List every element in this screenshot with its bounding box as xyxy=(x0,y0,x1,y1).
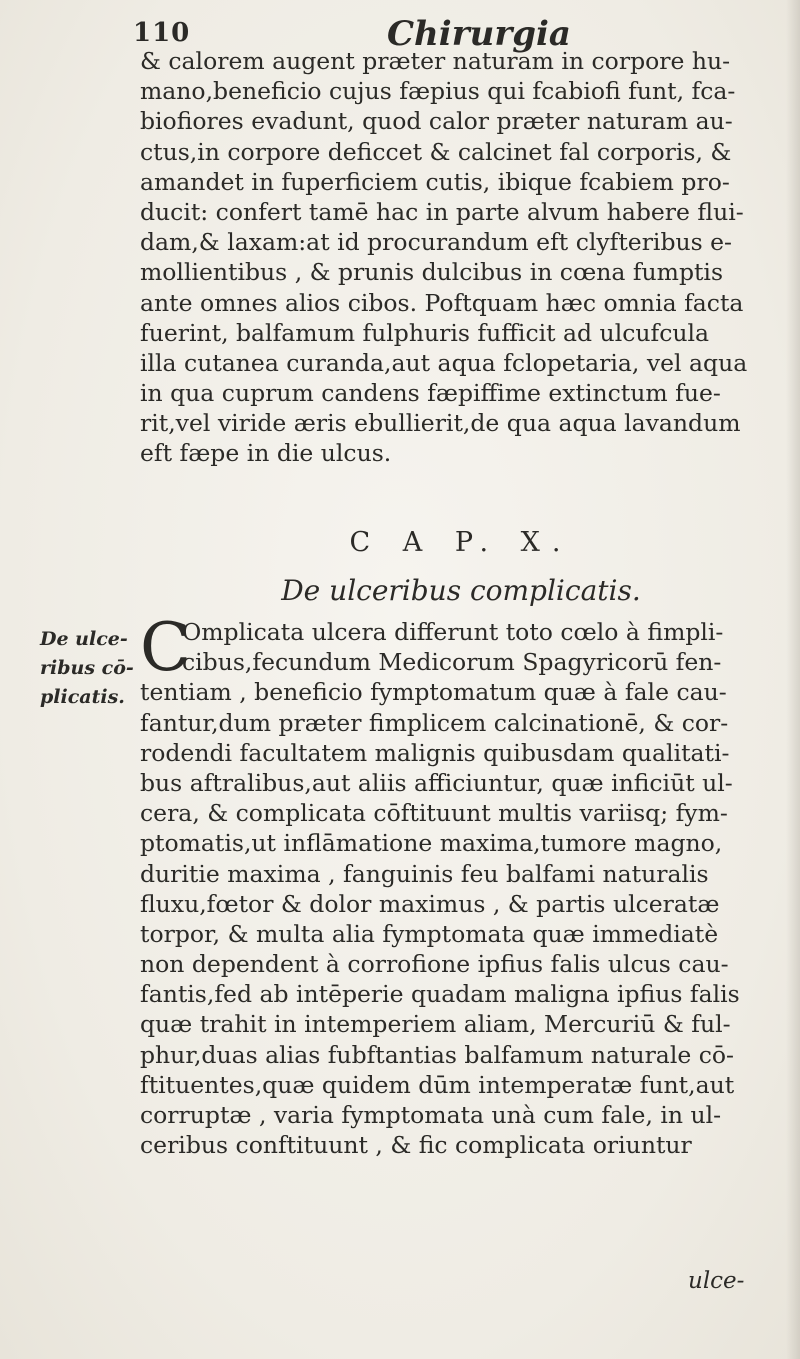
text-line: amandet in fuperficiem cutis, ibique fcabiem pro- xyxy=(140,167,730,196)
text-line: dam,& laxam:at id procurandum eft clyfteribus e- xyxy=(140,228,732,257)
text-line: ducit: confert tamē hac in parte alvum habere flui- xyxy=(140,197,744,226)
chapter-title: De ulceribus complicatis. xyxy=(281,574,641,607)
margin-note-line: plicatis. xyxy=(40,686,125,708)
text-line: fantur,dum præter fimplicem calcinationē, & cor- xyxy=(140,708,729,737)
text-line: ptomatis,ut inflāmatione maxima,tumore magno, xyxy=(140,829,723,858)
page-edge-shadow xyxy=(786,0,800,1359)
text-block-continuation xyxy=(140,46,782,469)
text-line: eft fæpe in die ulcus. xyxy=(140,439,392,468)
text-line: in qua cuprum candens fæpiffime extinctum fue- xyxy=(140,379,721,408)
text-line: illa cutanea curanda,aut aqua fclopetaria, vel aqua xyxy=(140,348,748,377)
text-line: phur,duas alias fubftantias balfamum naturale cō- xyxy=(140,1040,734,1069)
text-line: cera, & complicata cōftituunt multis variisq; fym- xyxy=(140,799,728,828)
text-line: fluxu,fœtor & dolor maximus , & partis ulceratæ xyxy=(140,889,720,918)
text-line: bus aftralibus,aut aliis afficiuntur, quæ inficiūt ul- xyxy=(140,768,733,797)
text-line: rodendi facultatem malignis quibusdam qualitati- xyxy=(140,738,730,767)
text-line: non dependent à corrofione ipfius falis ulcus cau- xyxy=(140,950,729,979)
text-line: rit,vel viride æris ebullierit,de qua aqua lavandum xyxy=(140,409,741,438)
text-line: mano,beneficio cujus fæpius qui fcabiofi funt, fca- xyxy=(140,77,736,106)
text-line: Omplicata ulcera differunt toto cœlo à fimpli- xyxy=(182,618,724,646)
text-line: torpor, & multa alia fymptomata quæ immediatè xyxy=(140,919,719,948)
drop-cap: C xyxy=(140,609,191,686)
text-block-chapter xyxy=(140,609,782,1160)
margin-note-line: De ulce- xyxy=(40,628,128,650)
running-head: Chirurgia xyxy=(387,14,571,54)
page-number: 110 xyxy=(133,18,191,48)
margin-note-line: ribus cō- xyxy=(40,657,134,679)
text-line: ceribus conftituunt , & fic complicata oriuntur xyxy=(140,1131,692,1160)
text-line: biofiores evadunt, quod calor præter naturam au- xyxy=(140,107,733,136)
text-line: ftituentes,quæ quidem dūm intemperatæ funt,aut xyxy=(140,1070,735,1099)
chapter-heading: C A P. X. xyxy=(349,527,573,558)
text-line: & calorem augent præter naturam in corpore hu- xyxy=(140,47,731,75)
text-line: mollientibus , & prunis dulcibus in cœna fumptis xyxy=(140,258,724,287)
text-line: duritie maxima , fanguinis feu balfami naturalis xyxy=(140,859,709,888)
catchword: ulce- xyxy=(688,1268,745,1294)
text-line: fantis,fed ab intēperie quadam maligna ipfius falis xyxy=(140,980,740,1009)
text-line: quæ trahit in intemperiem aliam, Mercuriū & ful- xyxy=(140,1010,731,1039)
text-line: corruptæ , varia fymptomata unà cum fale, in ul- xyxy=(140,1101,722,1129)
text-line: ante omnes alios cibos. Poftquam hæc omnia facta xyxy=(140,288,744,317)
margin-note xyxy=(40,625,132,712)
text-line: fuerint, balfamum fulphuris fufficit ad ulcufcula xyxy=(140,318,710,347)
text-line: tentiam , beneficio fymptomatum quæ à fale cau- xyxy=(140,678,727,707)
text-line: cibus,fecundum Medicorum Spagyricorū fen- xyxy=(182,648,722,677)
text-line: ctus,in corpore deficcet & calcinet fal corporis, & xyxy=(140,137,732,166)
